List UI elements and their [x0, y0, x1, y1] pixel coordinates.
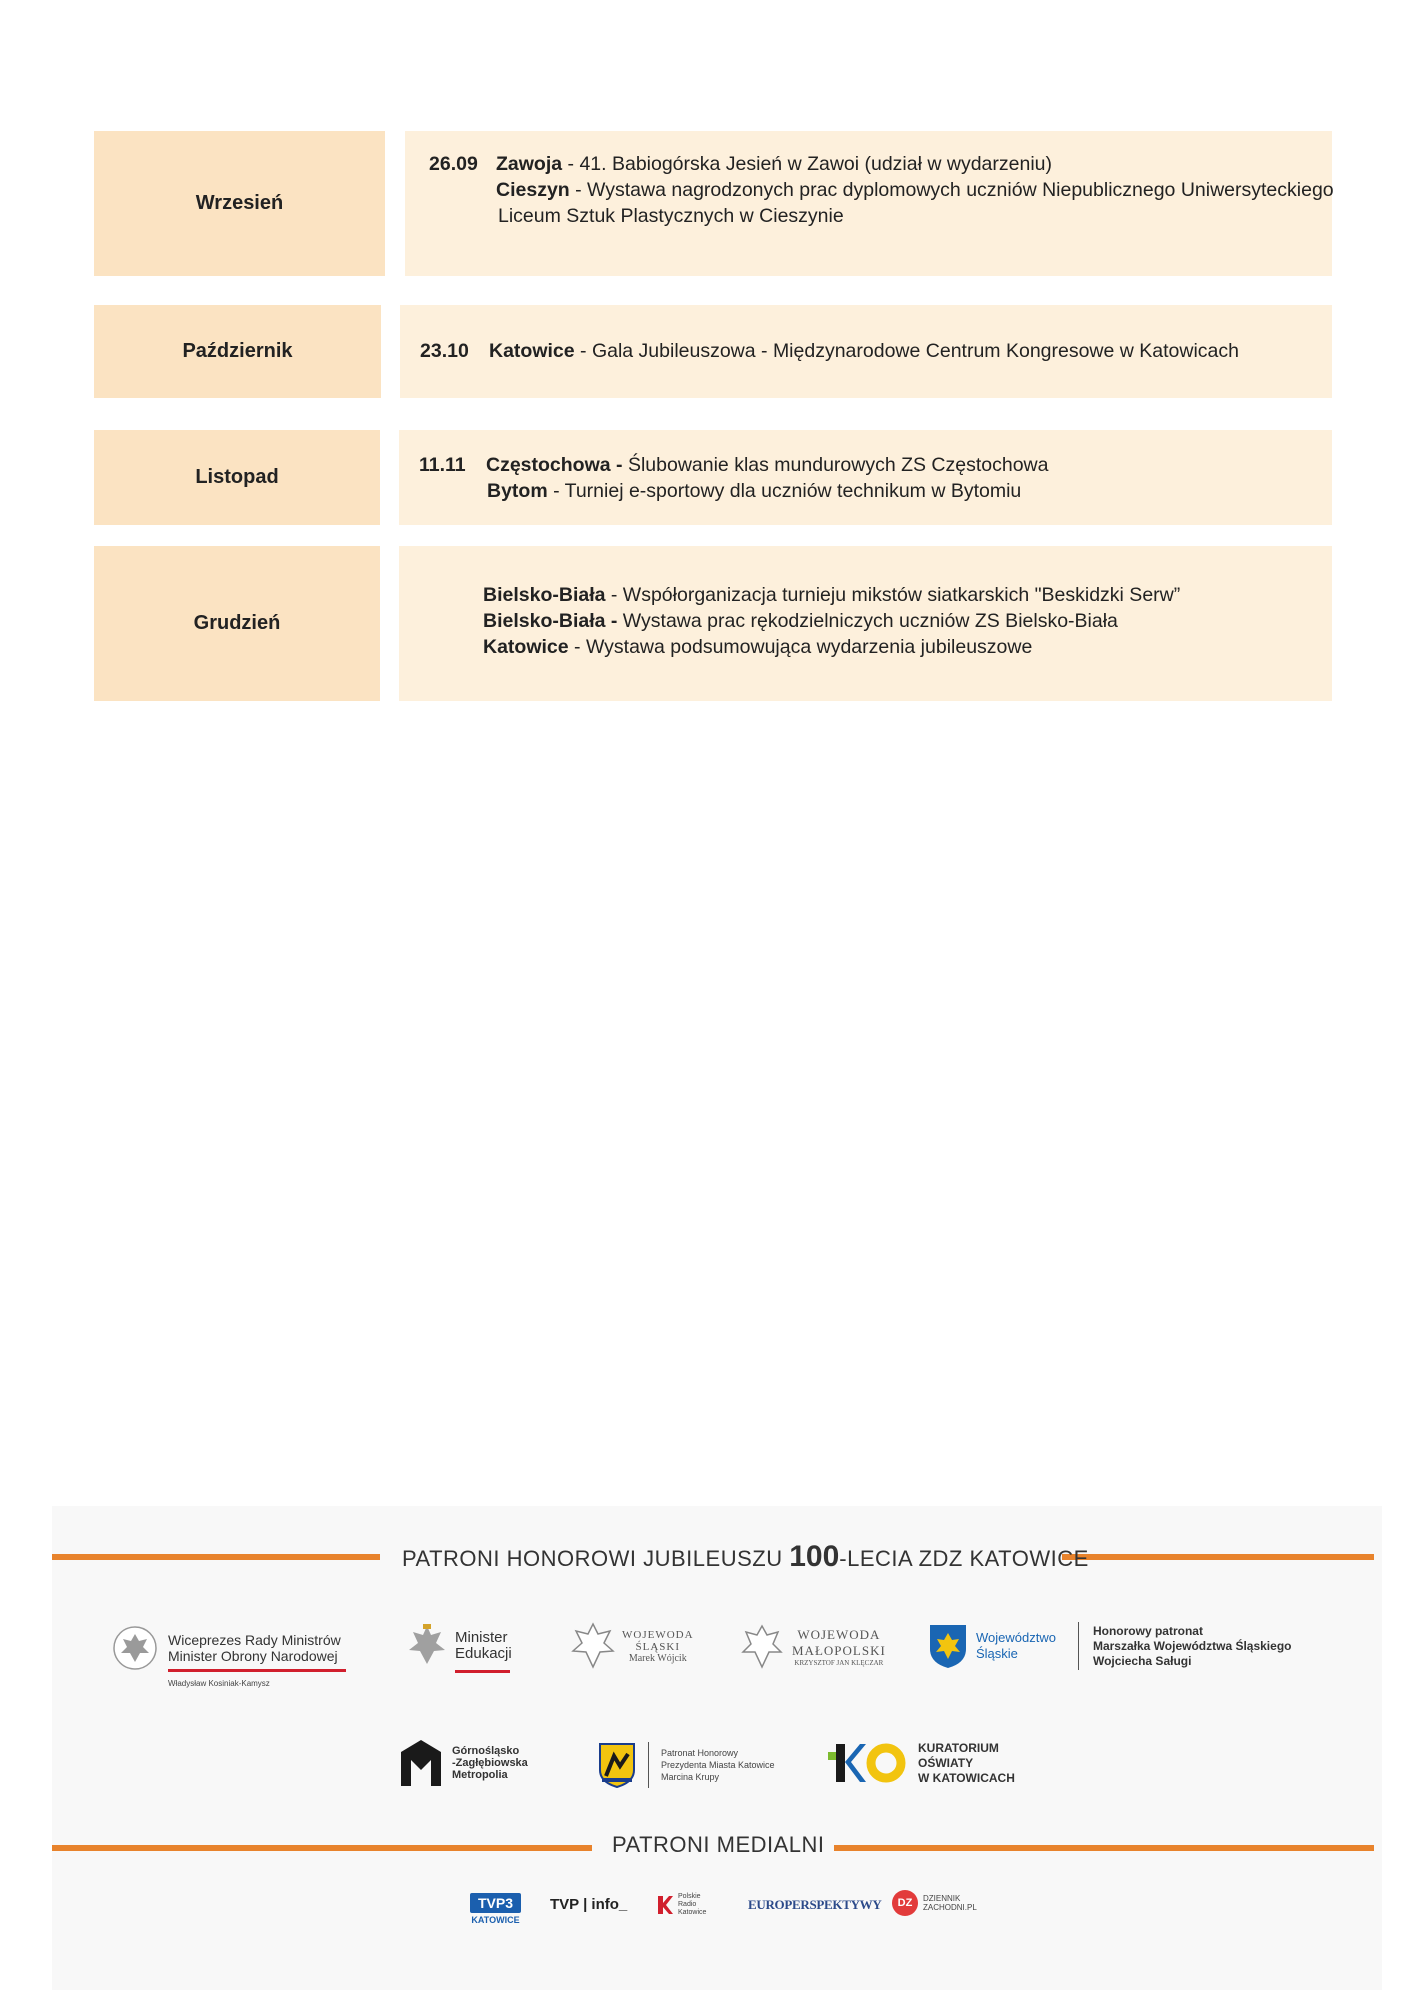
logo-dziennik-zachodni [892, 1890, 977, 1916]
logo-caption: KRZYSZTOF JAN KLĘCZAR [794, 1659, 884, 1667]
month-cell-pazdziernik [94, 305, 381, 398]
orange-divider [52, 1845, 592, 1851]
event-city: Katowice [483, 636, 569, 658]
event-text: - Współorganizacja turnieju mikstów siatkarskich "Beskidzki Serw” [605, 584, 1181, 606]
orange-divider [834, 1845, 1374, 1851]
event-line [496, 177, 1334, 203]
logo-wojewoda-malopolski [740, 1622, 886, 1672]
event-city: Bielsko-Biała [483, 584, 606, 606]
logo-gzm [398, 1738, 528, 1788]
honorary-patrons-title [402, 1540, 1089, 1574]
logo-text: WOJEWODA [622, 1628, 694, 1641]
tvp3-mark: TVP3 [470, 1893, 521, 1913]
logo-text: Katowice [678, 1909, 707, 1916]
event-line [496, 151, 1052, 177]
logo-text: Prezydenta Miasta Katowice [661, 1760, 775, 1770]
orange-divider [1062, 1554, 1374, 1560]
event-text: - 41. Babiogórska Jesień w Zawoi (udział w wydarzeniu) [562, 153, 1052, 175]
event-line [483, 582, 1180, 608]
event-line [486, 452, 1048, 478]
silesian-coat-of-arms-icon [928, 1623, 968, 1669]
event-line [483, 608, 1118, 634]
event-line [483, 634, 1032, 660]
logo-text: Wojciecha Saługi [1092, 1653, 1192, 1668]
red-underline [455, 1670, 510, 1673]
logo-text: Polskie [678, 1893, 701, 1900]
logo-text: ZACHODNI.PL [923, 1903, 977, 1912]
logo-caption: KATOWICE [471, 1915, 520, 1925]
event-text: Liceum Sztuk Plastycznych w Cieszynie [498, 205, 844, 227]
logo-text: Metropolia [452, 1769, 508, 1781]
eagle-emblem-icon [740, 1622, 784, 1672]
title-part: -LECIA ZDZ KATOWICE [839, 1546, 1089, 1571]
logo-text: -Zagłębiowska [452, 1757, 528, 1769]
logo-separator [1078, 1622, 1079, 1670]
logo-text: Edukacji [455, 1645, 512, 1662]
logo-text: KURATORIUM [918, 1740, 999, 1755]
events-cell-listopad [399, 430, 1332, 525]
event-text: - Gala Jubileuszowa - Międzynarodowe Centrum Kongresowe w Katowicach [574, 340, 1239, 362]
logo-mon [112, 1625, 341, 1671]
orange-divider [52, 1554, 380, 1560]
event-line [487, 478, 1021, 504]
logo-text: ŚLĄSKI [635, 1640, 681, 1653]
logo-kuratorium [826, 1740, 1015, 1786]
kuratorium-ko-icon [826, 1740, 910, 1786]
event-text: - Wystawa nagrodzonych prac dyplomowych uczniów Niepublicznego Uniwersyteckiego [569, 179, 1334, 201]
logo-text: DZIENNIK [923, 1894, 961, 1903]
title-part: PATRONI HONOROWI JUBILEUSZU [402, 1546, 790, 1571]
event-text: Ślubowanie klas mundurowych ZS Częstochowa [622, 454, 1049, 476]
logo-text: Marcina Krupy [661, 1772, 720, 1782]
logo-wojewoda-slaski [570, 1620, 694, 1672]
month-label: Październik [182, 340, 293, 362]
event-text: - Turniej e-sportowy dla uczniów technikum w Bytomiu [547, 480, 1022, 502]
logo-radio-katowice [656, 1893, 706, 1917]
logo-text: Radio [678, 1901, 697, 1908]
radio-katowice-icon [656, 1894, 674, 1916]
event-city: Katowice [489, 340, 575, 362]
logo-text: Województwo [976, 1630, 1056, 1645]
month-label: Wrzesień [195, 192, 284, 214]
media-patrons-title: PATRONI MEDIALNI [612, 1832, 825, 1857]
logo-caption: Władysław Kosiniak-Kamysz [168, 1679, 270, 1688]
logo-text: Śląskie [976, 1646, 1018, 1661]
gzm-metropolia-icon [398, 1738, 444, 1788]
title-number: 100 [789, 1540, 840, 1573]
month-cell-listopad [94, 430, 380, 525]
event-text: Wystawa prac rękodzielniczych uczniów ZS Bielsko-Biała [617, 610, 1118, 632]
events-cell-grudzien [399, 546, 1332, 701]
event-line [498, 203, 844, 229]
logo-men [405, 1622, 512, 1670]
month-label: Listopad [195, 466, 279, 488]
eagle-emblem-icon [112, 1625, 158, 1671]
event-city: Bytom [487, 480, 548, 502]
katowice-coat-of-arms-icon [598, 1742, 636, 1788]
event-line [489, 338, 1239, 364]
event-city: Cieszyn [496, 179, 570, 201]
month-label: Grudzień [193, 612, 281, 634]
logo-text: Minister [455, 1629, 508, 1646]
logo-europerspektywy [748, 1897, 881, 1913]
event-city: Częstochowa - [486, 454, 623, 476]
event-date: 11.11 [419, 454, 466, 476]
logo-text: OŚWIATY [918, 1755, 974, 1770]
event-date: 26.09 [429, 153, 478, 175]
logo-caption: Marek Wójcik [628, 1652, 687, 1664]
logo-text: Patronat Honorowy [661, 1748, 739, 1758]
events-cell-pazdziernik [400, 305, 1332, 398]
month-cell-grudzien [94, 546, 380, 701]
dz-mark: DZ [892, 1890, 918, 1916]
logo-wojewodztwo-slaskie [928, 1622, 1291, 1670]
event-city: Zawoja [496, 153, 563, 175]
logo-text: WOJEWODA [797, 1627, 881, 1642]
eagle-emblem-icon [570, 1620, 616, 1672]
logo-text: Wiceprezes Rady Ministrów [168, 1632, 341, 1648]
logo-text: Honorowy patronat [1092, 1623, 1203, 1638]
eagle-emblem-icon [405, 1622, 449, 1670]
month-cell-wrzesien [94, 131, 385, 276]
logo-text: W KATOWICACH [918, 1770, 1015, 1785]
event-city: Bielsko-Biała - [483, 610, 618, 632]
red-underline [168, 1669, 346, 1672]
logo-text: EUROPERSPEKTYWY [748, 1897, 882, 1912]
event-date: 23.10 [420, 340, 469, 362]
logo-text: Marszałka Województwa Śląskiego [1092, 1638, 1292, 1653]
logo-text: Minister Obrony Narodowej [168, 1648, 338, 1664]
event-text: - Wystawa podsumowująca wydarzenia jubileuszowe [568, 636, 1033, 658]
logo-tvpinfo [550, 1896, 627, 1913]
logo-separator [648, 1742, 649, 1788]
logo-text: Górnośląsko [452, 1745, 520, 1757]
logo-text: TVP | info_ [550, 1896, 628, 1913]
events-cell-wrzesien [405, 131, 1332, 276]
logo-prezydent-katowice [598, 1742, 775, 1788]
logo-text: MAŁOPOLSKI [792, 1643, 886, 1658]
logo-tvp3 [470, 1893, 521, 1925]
